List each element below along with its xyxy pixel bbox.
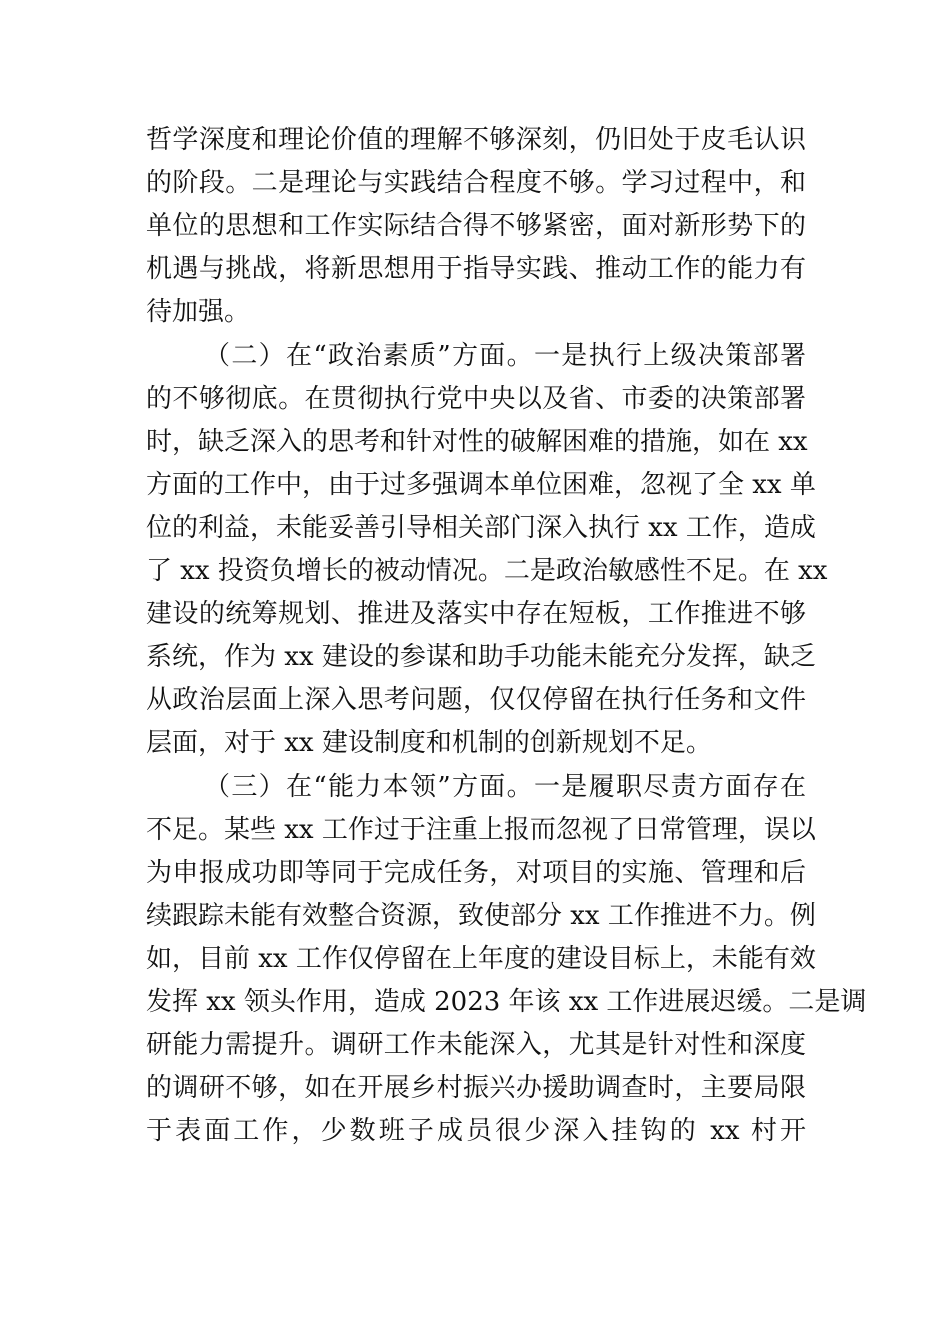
paragraph-1-line-2: 的阶段。二是理论与实践结合程度不够。学习过程中，和 — [146, 168, 806, 198]
paragraph-3-line-6: 发挥 xx 领头作用，造成 2023 年该 xx 工作进展迟缓。二是调 — [146, 987, 867, 1017]
paragraph-2-line-10: 层面，对于 xx 建设制度和机制的创新规划不足。 — [146, 728, 712, 758]
paragraph-2-line-3: 时，缺乏深入的思考和针对性的破解困难的措施，如在 xx — [146, 427, 808, 457]
paragraph-3-line-5: 如，目前 xx 工作仅停留在上年度的建设目标上，未能有效 — [146, 944, 816, 974]
paragraph-3-line-4: 续跟踪未能有效整合资源，致使部分 xx 工作推进不力。例 — [146, 901, 816, 931]
paragraph-2-line-6: 了 xx 投资负增长的被动情况。二是政治敏感性不足。在 xx — [146, 556, 828, 586]
paragraph-3-line-3: 为申报成功即等同于完成任务，对项目的实施、管理和后 — [146, 858, 806, 888]
paragraph-2-line-5: 位的利益，未能妥善引导相关部门深入执行 xx 工作，造成 — [146, 513, 816, 543]
paragraph-2-line-9: 从政治层面上深入思考问题，仅仅停留在执行任务和文件 — [146, 685, 806, 715]
paragraph-2-line-1: （二）在“政治素质”方面。一是执行上级决策部署 — [204, 341, 806, 371]
paragraph-3-line-2: 不足。某些 xx 工作过于注重上报而忽视了日常管理，误以 — [146, 815, 816, 845]
paragraph-2-line-8: 系统，作为 xx 建设的参谋和助手功能未能充分发挥，缺乏 — [146, 642, 816, 672]
paragraph-3-line-1: （三）在“能力本领”方面。一是履职尽责方面存在 — [204, 772, 806, 802]
paragraph-2-line-7: 建设的统筹规划、推进及落实中存在短板，工作推进不够 — [146, 599, 806, 629]
paragraph-3-line-9: 于表面工作，少数班子成员很少深入挂钩的 xx 村开 — [146, 1116, 806, 1146]
paragraph-2-line-2: 的不够彻底。在贯彻执行党中央以及省、市委的决策部署 — [146, 384, 806, 414]
paragraph-1-line-3: 单位的思想和工作实际结合得不够紧密，面对新形势下的 — [146, 211, 806, 241]
paragraph-1-line-5: 待加强。 — [146, 297, 251, 327]
paragraph-1-line-1: 哲学深度和理论价值的理解不够深刻，仍旧处于皮毛认识 — [146, 125, 806, 155]
paragraph-2-line-4: 方面的工作中，由于过多强调本单位困难，忽视了全 xx 单 — [146, 470, 816, 500]
paragraph-3-line-8: 的调研不够，如在开展乡村振兴办援助调查时，主要局限 — [146, 1073, 806, 1103]
paragraph-3-line-7: 研能力需提升。调研工作未能深入，尤其是针对性和深度 — [146, 1030, 806, 1060]
paragraph-1-line-4: 机遇与挑战，将新思想用于指导实践、推动工作的能力有 — [146, 254, 806, 284]
